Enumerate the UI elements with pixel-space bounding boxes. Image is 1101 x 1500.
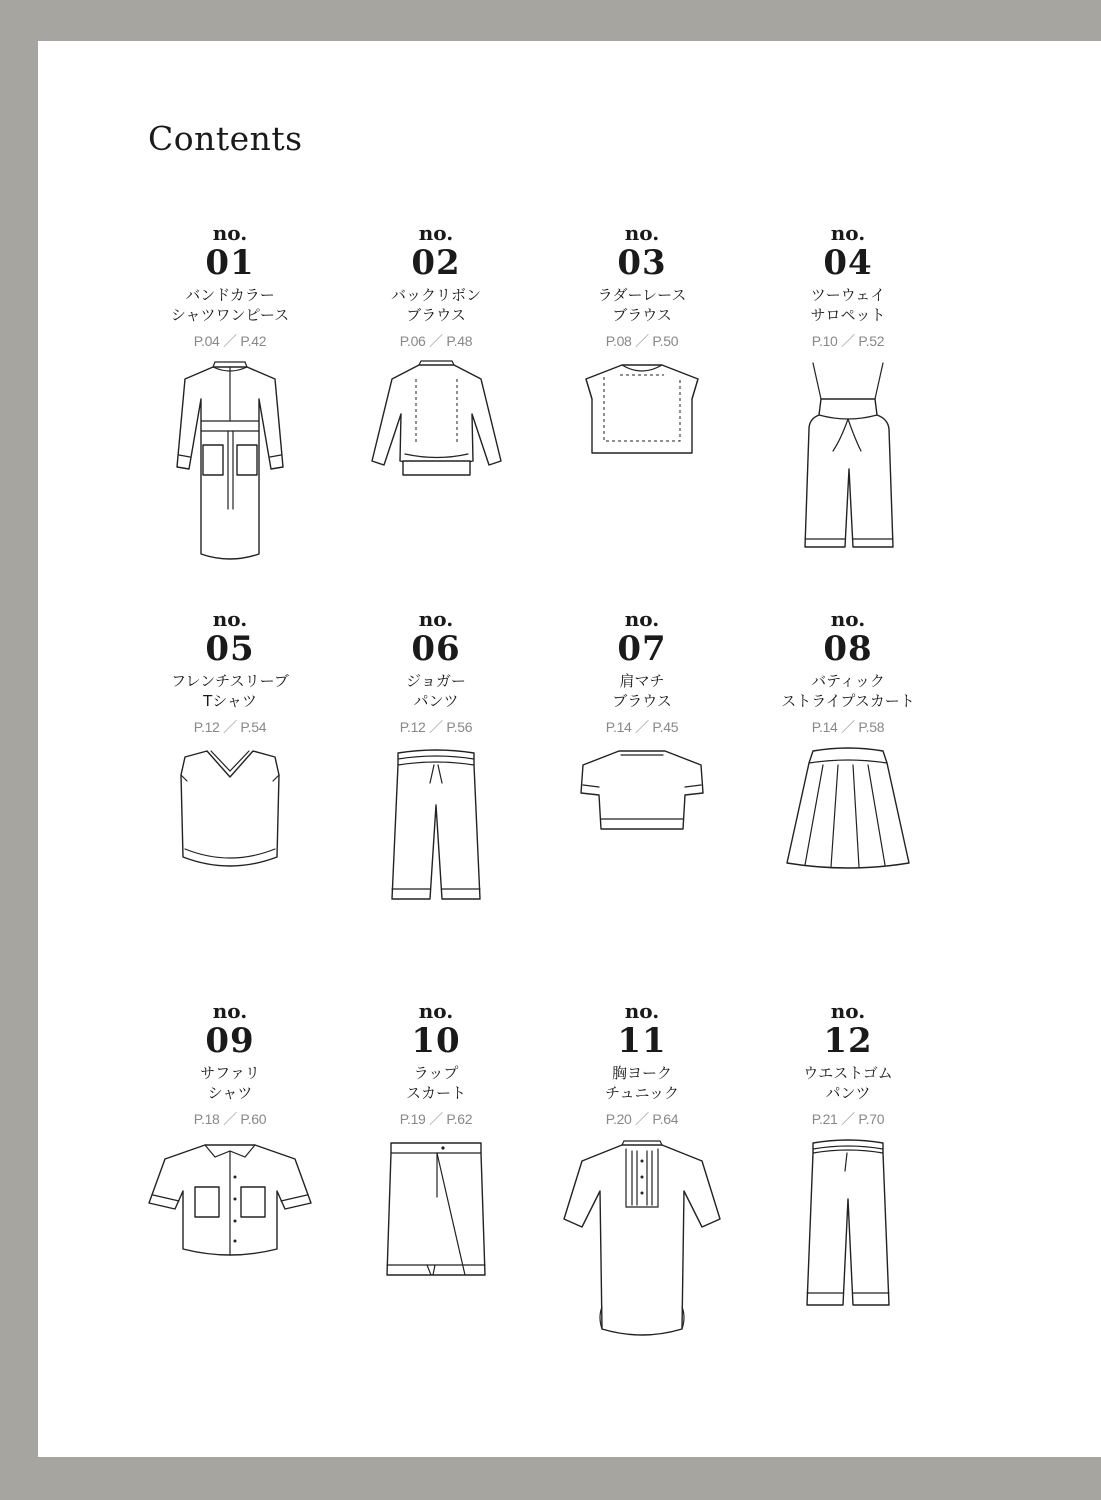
item-number: 07 [617,629,667,669]
item-no-label: no. [830,999,866,1023]
contents-item-01[interactable] [127,223,333,564]
item-name-line1: ラップ [413,1064,459,1082]
contents-item-07[interactable] [539,609,745,835]
item-name-line2: Tシャツ [203,692,257,710]
item-name-line2: ブラウス [406,306,466,324]
contents-item-04[interactable] [745,223,951,554]
item-pages: P.06 ／ P.48 [399,333,473,349]
item-pages: P.10 ／ P.52 [811,333,885,349]
item-number: 02 [411,243,461,283]
contents-item-06[interactable] [333,609,539,905]
item-name-line2: ブラウス [612,692,672,710]
safari-shirt-icon [145,1137,315,1262]
item-name-line2: スカート [405,1084,466,1102]
contents-item-03[interactable] [539,223,745,459]
contents-item-11[interactable] [539,1001,745,1342]
item-pages: P.04 ／ P.42 [193,333,267,349]
item-name-line1: バンドカラー [185,286,275,304]
contents-item-12[interactable] [745,1001,951,1312]
item-name-line1: ツーウェイ [810,286,886,304]
item-pages: P.21 ／ P.70 [811,1111,885,1127]
item-name-line1: ジョガー [406,672,466,690]
contents-item-09[interactable] [127,1001,333,1262]
item-no-label: no. [624,607,660,631]
contents-item-10[interactable] [333,1001,539,1282]
band-collar-shirt-dress-icon [175,359,285,564]
batik-stripe-skirt-icon [783,745,913,875]
item-no-label: no. [212,607,248,631]
back-ribbon-blouse-icon [369,359,504,479]
jogger-pants-icon [386,745,486,905]
item-name-line1: バックリボン [390,286,481,304]
shoulder-gusset-blouse-icon [577,745,707,835]
item-no-label: no. [418,607,454,631]
item-no-label: no. [212,999,248,1023]
item-number: 04 [823,243,873,283]
item-number: 06 [411,629,461,669]
item-number: 08 [823,629,873,669]
item-name-line2: シャツ [207,1084,253,1102]
item-no-label: no. [418,999,454,1023]
contents-item-05[interactable] [127,609,333,875]
item-number: 03 [617,243,667,283]
wrap-skirt-icon [381,1137,491,1282]
item-name-line1: 肩マチ [619,672,665,690]
item-name-line2: ストライプスカート [781,692,915,710]
item-number: 11 [617,1021,667,1061]
contents-item-02[interactable] [333,223,539,479]
item-pages: P.14 ／ P.45 [605,719,679,735]
item-name-line2: チュニック [605,1084,679,1102]
page-title: Contents [148,119,303,158]
french-sleeve-tshirt-icon [175,745,285,875]
item-pages: P.12 ／ P.56 [399,719,473,735]
item-name-line1: フレンチスリーブ [171,672,289,690]
item-name-line2: パンツ [825,1084,871,1102]
chest-yoke-tunic-icon [562,1137,722,1342]
item-pages: P.12 ／ P.54 [193,719,267,735]
item-number: 01 [205,243,255,283]
item-no-label: no. [418,221,454,245]
item-number: 10 [411,1021,461,1061]
item-name-line1: バティック [811,672,885,690]
item-name-line2: ブラウス [612,306,672,324]
item-pages: P.19 ／ P.62 [399,1111,473,1127]
item-number: 05 [205,629,255,669]
item-name-line2: シャツワンピース [170,306,290,324]
item-name-line2: サロペット [810,306,886,324]
item-pages: P.20 ／ P.64 [605,1111,679,1127]
page [38,41,1101,1457]
item-pages: P.08 ／ P.50 [605,333,679,349]
item-name-line1: ラダーレース [597,286,687,304]
item-no-label: no. [830,607,866,631]
item-number: 12 [823,1021,873,1061]
item-no-label: no. [212,221,248,245]
item-no-label: no. [830,221,866,245]
item-pages: P.14 ／ P.58 [811,719,885,735]
item-no-label: no. [624,999,660,1023]
two-way-salopette-icon [793,359,903,554]
ladder-lace-blouse-icon [582,359,702,459]
item-name-line2: パンツ [413,692,459,710]
contents-item-08[interactable] [745,609,951,875]
item-no-label: no. [624,221,660,245]
item-pages: P.18 ／ P.60 [193,1111,267,1127]
item-name-line1: 胸ヨーク [611,1064,672,1082]
item-number: 09 [205,1021,255,1061]
elastic-waist-pants-icon [803,1137,893,1312]
item-name-line1: ウエストゴム [803,1064,893,1082]
item-name-line1: サファリ [200,1064,260,1082]
